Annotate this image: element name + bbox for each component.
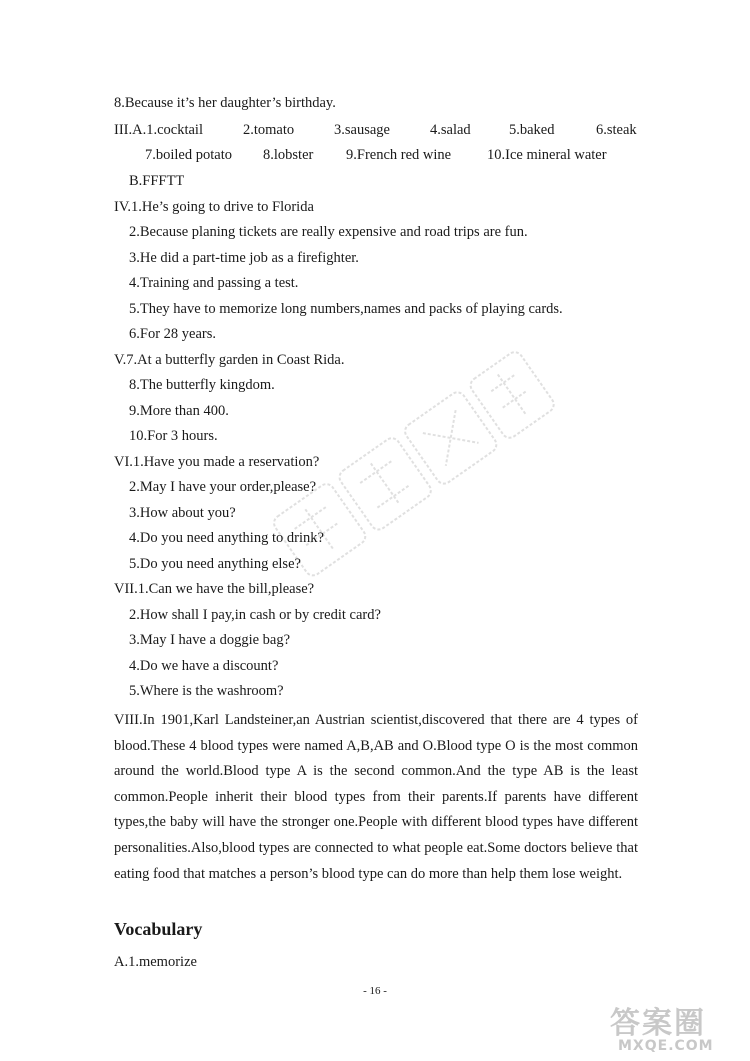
answer-item: III.A.1.cocktail: [114, 122, 203, 138]
section-heading: Vocabulary: [114, 919, 203, 939]
answer-line: A.1.memorize: [114, 954, 197, 970]
watermark-logo-text: 答案圈: [610, 1006, 706, 1041]
answer-line: 2.May I have your order,please?: [129, 479, 317, 495]
answer-item: 2.tomato: [243, 122, 295, 138]
answer-line: 9.More than 400.: [129, 403, 229, 419]
answer-item: 4.salad: [430, 122, 471, 138]
answer-item: 10.Ice mineral water: [487, 147, 607, 163]
watermark-url: MXQE.COM: [618, 1038, 714, 1054]
answer-line: 6.For 28 years.: [129, 326, 216, 342]
answer-line: B.FFFTT: [129, 173, 185, 189]
answer-line: V.7.At a butterfly garden in Coast Rida.: [114, 352, 345, 368]
answer-item: 8.lobster: [263, 147, 314, 163]
answer-line: 5.Where is the washroom?: [129, 683, 284, 699]
answer-line: 2.How shall I pay,in cash or by credit card?: [129, 607, 381, 623]
answer-line: 3.May I have a doggie bag?: [129, 632, 291, 648]
answer-item: 9.French red wine: [346, 147, 452, 163]
answer-row-ex3a: [114, 121, 654, 139]
answer-paragraph: VIII.In 1901,Karl Landsteiner,an Austrian scientist,discovered that there are 4 types of blood.These 4 blood types were named A,B,AB and O.Blood type O is the most common around the world.Blood type A is the second common.And the type AB is the least common.People inherit their blood types from their parents.If parents have different types,the baby will have the stronger one.People with different blood types have different personalities.Also,blood types are connected to what people eat.Some doctors believe that eating food that matches a person’s blood type can do more than help them lose weight.: [114, 712, 638, 882]
answer-item: 3.sausage: [334, 122, 390, 138]
answer-line: 4.Do we have a discount?: [129, 658, 279, 674]
answer-line: 2.Because planing tickets are really expensive and road trips are fun.: [129, 224, 528, 240]
answer-line: 8.Because it’s her daughter’s birthday.: [114, 95, 336, 111]
answer-line: VI.1.Have you made a reservation?: [114, 454, 320, 470]
answer-line: 4.Do you need anything to drink?: [129, 530, 324, 546]
answer-line: 4.Training and passing a test.: [129, 275, 299, 291]
answer-item: 6.steak: [596, 122, 637, 138]
answer-line: 8.The butterfly kingdom.: [129, 377, 275, 393]
answer-item: 5.baked: [509, 122, 555, 138]
watermark-logo: [610, 998, 745, 1058]
answer-row-ex3b: [145, 146, 625, 164]
answer-line: IV.1.He’s going to drive to Florida: [114, 199, 314, 215]
answer-line: 3.He did a part-time job as a firefighter.: [129, 250, 359, 266]
answer-line: 3.How about you?: [129, 505, 236, 521]
page-number: - 16 -: [363, 985, 387, 997]
answer-line: 10.For 3 hours.: [129, 428, 218, 444]
answer-item: 7.boiled potato: [145, 147, 232, 163]
answer-line: 5.Do you need anything else?: [129, 556, 301, 572]
answer-line: 5.They have to memorize long numbers,names and packs of playing cards.: [129, 301, 563, 317]
answer-line: VII.1.Can we have the bill,please?: [114, 581, 315, 597]
